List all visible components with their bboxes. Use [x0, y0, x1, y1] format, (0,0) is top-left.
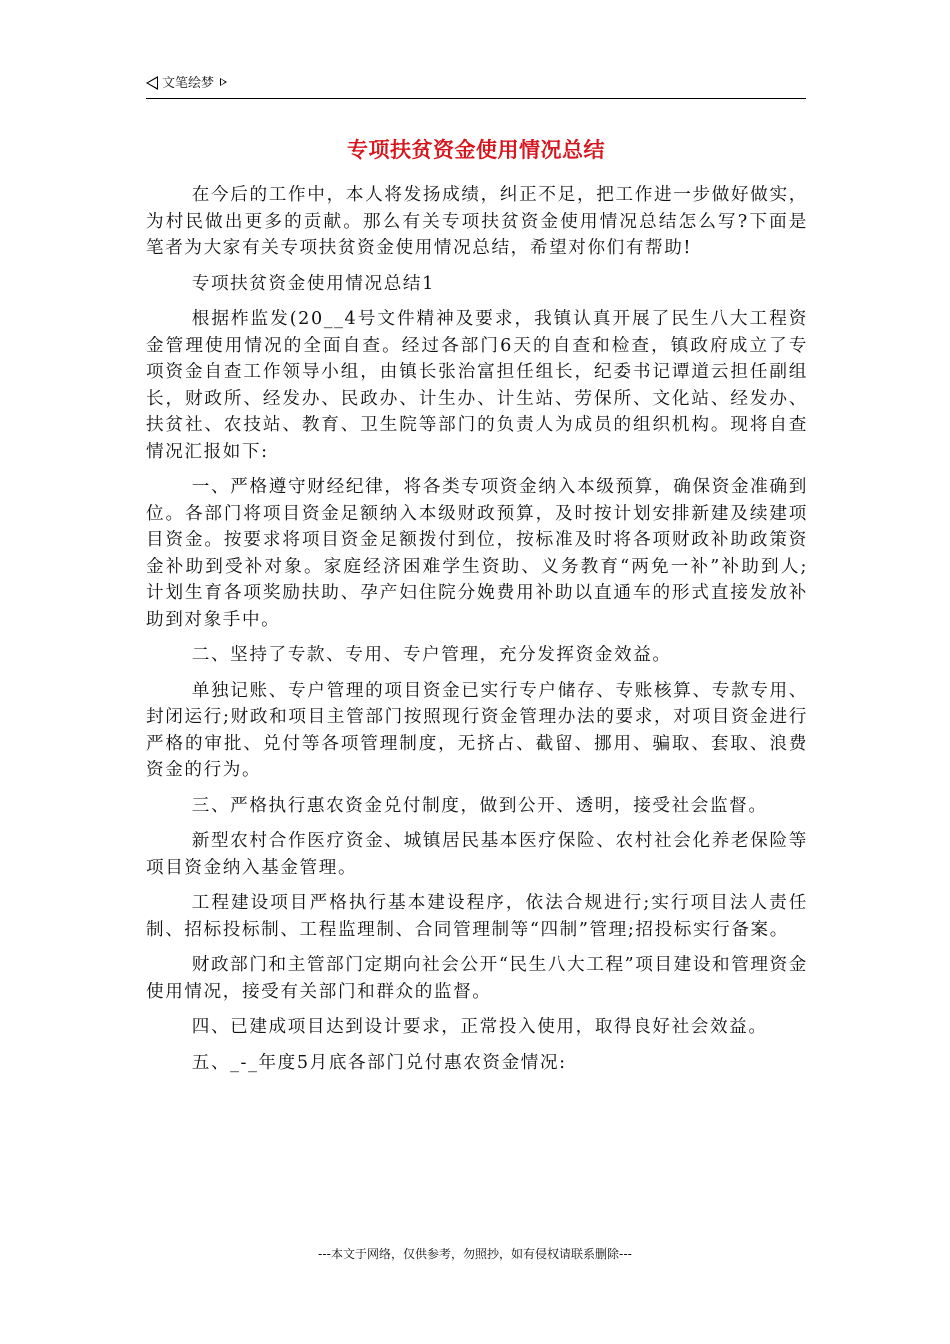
header-brand: 文笔绘梦: [162, 76, 215, 91]
triangle-right-icon: [220, 78, 227, 86]
paragraph-intro: 在今后的工作中，本人将发扬成绩，纠正不足，把工作进一步做好做实，为村民做出更多的贡献。那么有关专项扶贫资金使用情况总结怎么写?下面是笔者为大家有关专项扶贫资金使用情况总结，希望对你们有帮助!: [146, 185, 808, 258]
paragraph: 新型农村合作医疗资金、城镇居民基本医疗保险、农村社会化养老保险等项目资金纳入基金管理。: [146, 831, 808, 878]
paragraph: 一、严格遵守财经纪律，将各类专项资金纳入本级预算，确保资金准确到位。各部门将项目资金足额纳入本级财政预算，及时按计划安排新建及续建项目资金。按要求将项目资金足额拨付到位，按标准及时将各项财政补助政策资金补助到受补对象。家庭经济困难学生资助、义务教育“两免一补”补助到人;计划生育各项奖励扶助、孕产妇住院分娩费用补助以直通车的形式直接发放补助到对象手中。: [146, 477, 808, 630]
triangle-left-icon: [146, 76, 158, 90]
paragraph: 四、已建成项目达到设计要求，正常投入使用，取得良好社会效益。: [191, 1017, 768, 1037]
page-header: [146, 72, 806, 99]
paragraph: 根据柞监发(20__4号文件精神及要求，我镇认真开展了民生八大工程资金管理使用情况的全面自查。经过各部门6天的自查和检查，镇政府成立了专项资金自查工作领导小组，由镇长张治富担任组长，纪委书记谭道云担任副组长，财政所、经发办、民政办、计生办、计生站、劳保所、文化站、经发办、扶贫社、农技站、教育、卫生院等部门的负责人为成员的组织机构。现将自查情况汇报如下:: [146, 309, 808, 462]
paragraph: 财政部门和主管部门定期向社会公开“民生八大工程”项目建设和管理资金使用情况，接受有关部门和群众的监督。: [146, 955, 808, 1002]
paragraph: 单独记账、专户管理的项目资金已实行专户储存、专账核算、专款专用、封闭运行;财政和项目主管部门按照现行资金管理办法的要求，对项目资金进行严格的审批、兑付等各项管理制度，无挤占、截留、挪用、骗取、套取、浪费资金的行为。: [146, 680, 808, 780]
document-title: 专项扶贫资金使用情况总结: [347, 138, 605, 162]
document-body: [146, 182, 808, 1085]
paragraph: 二、坚持了专款、专用、专户管理，充分发挥资金效益。: [191, 645, 672, 665]
paragraph: 五、_-_年度5月底各部门兑付惠农资金情况:: [191, 1052, 567, 1073]
paragraph: 工程建设项目严格执行基本建设程序，依法合规进行;实行项目法人责任制、招标投标制、工程监理制、合同管理制等“四制”管理;招投标实行备案。: [146, 893, 808, 940]
section-heading: 专项扶贫资金使用情况总结1: [191, 273, 435, 294]
page-footer: ---本文于网络，仅供参考，勿照抄，如有侵权请联系删除---: [318, 1247, 632, 1261]
paragraph: 三、严格执行惠农资金兑付制度，做到公开、透明，接受社会监督。: [191, 795, 768, 816]
